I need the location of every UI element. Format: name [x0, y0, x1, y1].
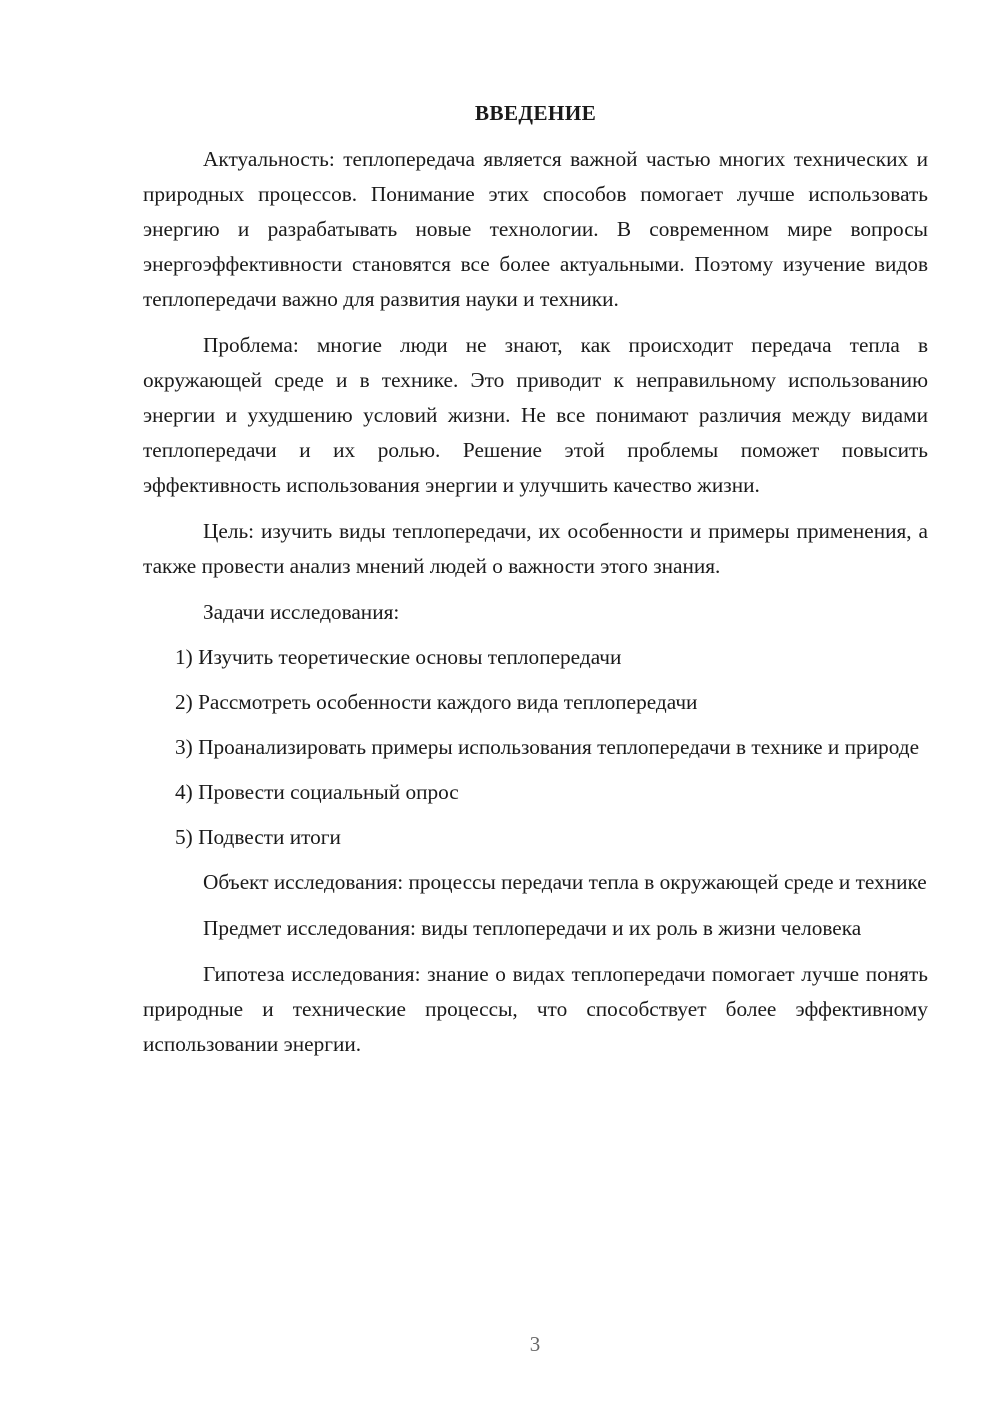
list-item: 3) Проанализировать примеры использования теплопередачи в технике и природе: [175, 735, 920, 759]
list-item: 1) Изучить теоретические основы теплопередачи: [175, 645, 622, 669]
list-item: 4) Провести социальный опрос: [175, 780, 459, 804]
object-paragraph: Объект исследования: процессы передачи тепла в окружающей среде и технике: [203, 870, 927, 894]
subject-paragraph: Предмет исследования: виды теплопередачи и их роль в жизни человека: [203, 916, 862, 940]
document-page: [143, 96, 928, 1073]
relevance-paragraph: Актуальность: теплопередача является важной частью многих технических и природных процессов. Понимание этих способов помогает лучше использовать энергию и разрабатывать новые технологии. В современном мире вопросы энергоэффективности становятся все более актуальными. Поэтому изучение видов теплопередачи важно для развития науки и техники.: [143, 147, 928, 311]
tasks-heading: Задачи исследования:: [203, 600, 400, 624]
list-item: 2) Рассмотреть особенности каждого вида теплопередачи: [175, 690, 698, 714]
goal-paragraph: Цель: изучить виды теплопередачи, их особенности и примеры применения, а также провести анализ мнений людей о важности этого знания.: [143, 519, 928, 578]
tasks-list: [143, 640, 928, 855]
section-title: ВВЕДЕНИЕ: [474, 101, 597, 125]
list-item: 5) Подвести итоги: [175, 825, 341, 849]
hypothesis-paragraph: Гипотеза исследования: знание о видах теплопередачи помогает лучше понять природные и технические процессы, что способствует более эффективному использовании энергии.: [143, 962, 928, 1056]
page-number: 3: [529, 1332, 541, 1356]
problem-paragraph: Проблема: многие люди не знают, как происходит передача тепла в окружающей среде и в технике. Это приводит к неправильному использованию энергии и ухудшению условий жизни. Не все понимают различия между видами теплопередачи и их ролью. Решение этой проблемы поможет повысить эффективность использования энергии и улучшить качество жизни.: [143, 333, 928, 497]
